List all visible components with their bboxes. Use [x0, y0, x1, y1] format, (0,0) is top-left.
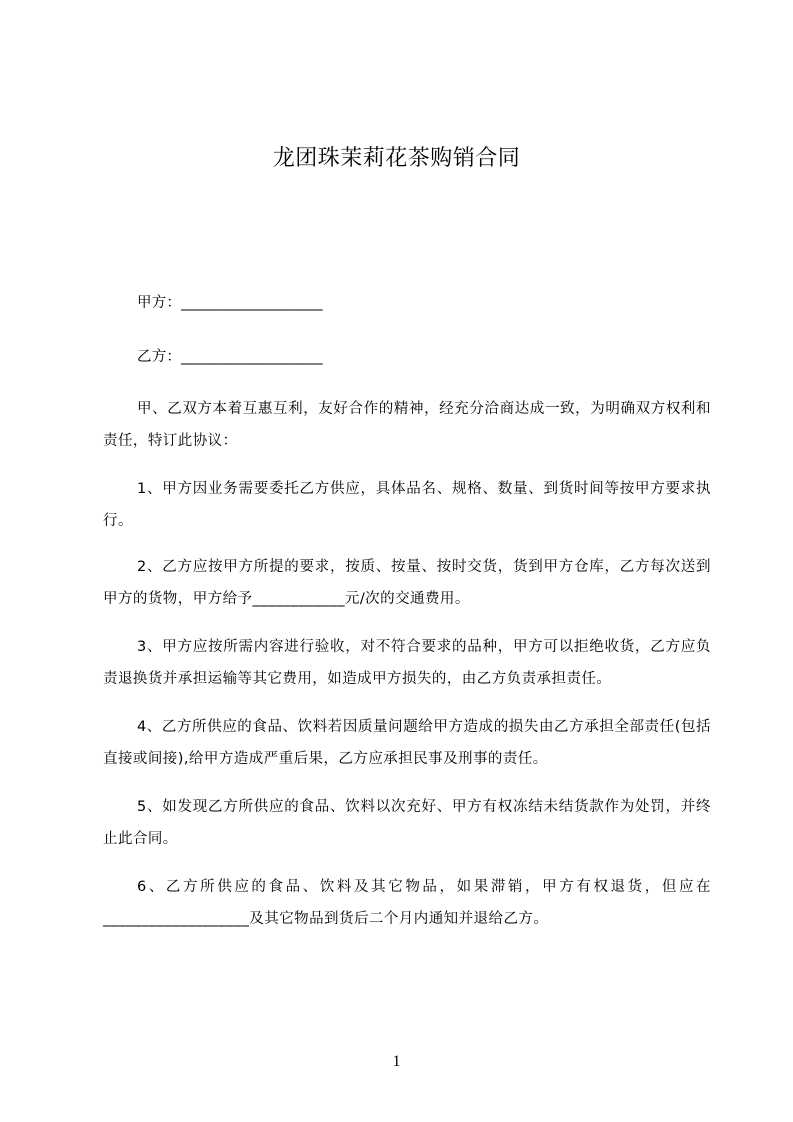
- intro-paragraph: 甲、乙双方本着互惠互利，友好合作的精神，经充分洽商达成一致，为明确双方权利和责任，特订此协议：: [103, 401, 711, 449]
- clause-4: 4、乙方所供应的食品、饮料若因质量问题给甲方造成的损失由乙方承担全部责任(包括直接或间接),给甲方造成严重后果，乙方应承担民事及刑事的责任。: [103, 719, 711, 767]
- document-title: 龙团珠茉莉花茶购销合同: [272, 146, 521, 171]
- clause-1: 1、甲方因业务需要委托乙方供应，具体品名、规格、数量、到货时间等按甲方要求执行。: [103, 481, 711, 529]
- clause-5: 5、如发现乙方所供应的食品、饮料以次充好、甲方有权冻结未结货款作为处罚，并终止此合同。: [103, 799, 711, 847]
- party-b-line: 乙方：___________________: [137, 349, 323, 365]
- party-a-line: 甲方：___________________: [137, 295, 323, 311]
- clause-2: 2、乙方应按甲方所提的要求，按质、按量、按时交货，货到甲方仓库，乙方每次送到甲方的货物，甲方给予____________元/次的交通费用。: [103, 559, 711, 607]
- page-number: 1: [392, 1053, 401, 1070]
- clause-6: 6、乙方所供应的食品、饮料及其它物品，如果滞销，甲方有权退货，但应在___________________及其它物品到货后二个月内通知并退给乙方。: [103, 879, 711, 927]
- clause-3: 3、甲方应按所需内容进行验收，对不符合要求的品种，甲方可以拒绝收货，乙方应负责退换货并承担运输等其它费用，如造成甲方损失的，由乙方负责承担责任。: [103, 639, 711, 687]
